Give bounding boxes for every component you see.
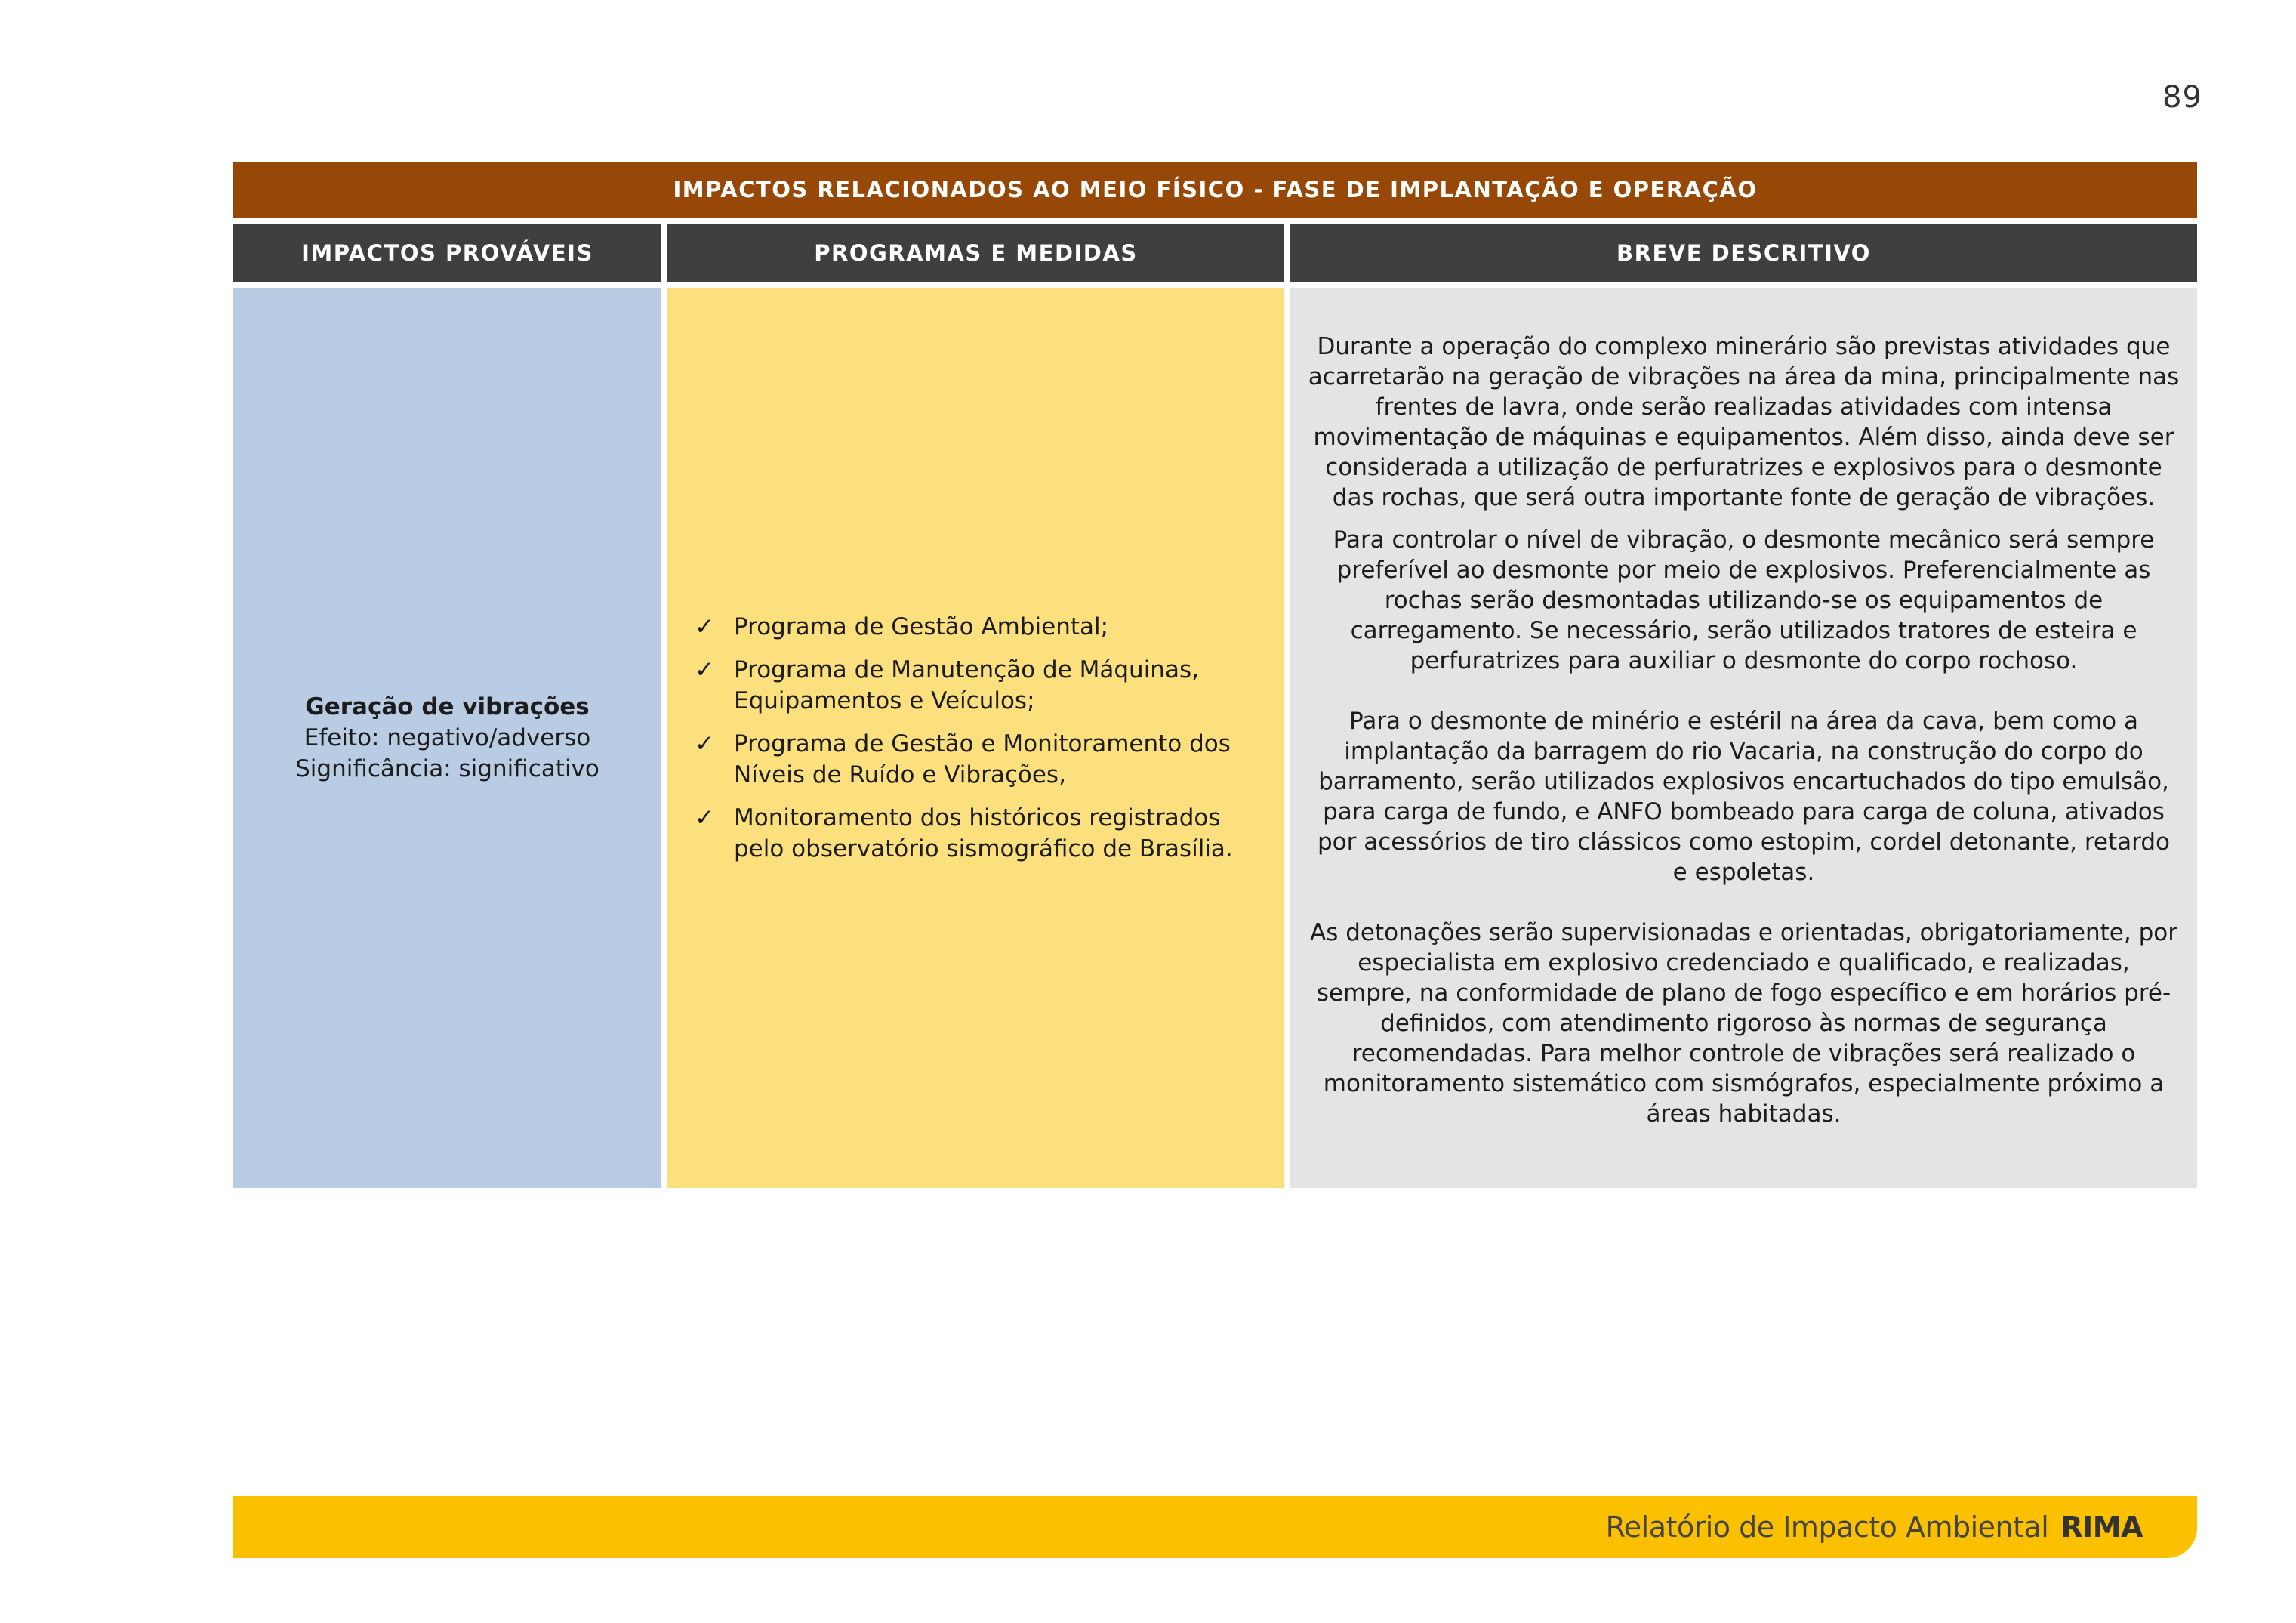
measure-item bbox=[695, 729, 1263, 791]
description-paragraph: As detonações serão supervisionadas e orientadas, obrigatoriamente, por especialista em explosivo credenciado e qualificado, e realizadas, sempre, na conformidade de plano de fogo específico e em horários pré-definidos, com atendimento rigoroso às normas de segurança recomendadas. Para melhor controle de vibrações será realizado o monitoramento sistemático com sismógrafos, especialmente próximo a áreas habitadas. bbox=[1310, 919, 2177, 1128]
measure-text: Programa de Manutenção de Máquinas, Equipamentos e Veículos; bbox=[734, 656, 1199, 714]
measure-item bbox=[695, 655, 1263, 717]
impact-cell bbox=[233, 288, 661, 1188]
measure-text: Monitoramento dos históricos registrados pelo observatório sismográfico de Brasília. bbox=[734, 804, 1233, 862]
table-title: IMPACTOS RELACIONADOS AO MEIO FÍSICO - FASE DE IMPLANTAÇÃO E OPERAÇÃO bbox=[233, 162, 2197, 218]
checkmark-icon: ✓ bbox=[695, 804, 714, 832]
impact-significance: Significância: significativo bbox=[295, 754, 599, 782]
impact-effect: Efeito: negativo/adverso bbox=[304, 724, 591, 751]
column-header-impacts: IMPACTOS PROVÁVEIS bbox=[233, 224, 661, 282]
description-paragraph: Durante a operação do complexo minerário são previstas atividades que acarretarão na geração de vibrações na área da mina, principalmente nas frentes de lavra, onde serão realizadas atividades com intensa movimentação de máquinas e equipamentos. Além disso, ainda deve ser considerada a utilização de perfuratrizes e explosivos para o desmonte das rochas, que será outra importante fonte de geração de vibrações. bbox=[1308, 333, 2180, 511]
description-paragraph: Para o desmonte de minério e estéril na área da cava, bem como a implantação da barragem do rio Vacaria, na construção do corpo do barramento, serão utilizados explosivos encartuchados do tipo emulsão, para carga de fundo, e ANFO bombeado para carga de coluna, ativados por acessórios de tiro clássicos como estopim, cordel detonante, retardo e espoletas. bbox=[1317, 708, 2171, 886]
page-number: 89 bbox=[2162, 80, 2202, 115]
column-header-programs: PROGRAMAS E MEDIDAS bbox=[667, 224, 1284, 282]
measure-item bbox=[695, 612, 1263, 643]
footer-bar bbox=[233, 1496, 2197, 1558]
measures-cell bbox=[667, 288, 1284, 1188]
description-cell bbox=[1290, 288, 2197, 1188]
measure-text: Programa de Gestão Ambiental; bbox=[734, 612, 1109, 640]
description-paragraph: Para controlar o nível de vibração, o desmonte mecânico será sempre preferível ao desmonte por meio de explosivos. Preferencialmente as rochas serão desmontadas utilizando-se os equipamentos de carregamento. Se necessário, serão utilizados tratores de esteira e perfuratrizes para auxiliar o desmonte do corpo rochoso. bbox=[1333, 526, 2155, 674]
checkmark-icon: ✓ bbox=[695, 656, 714, 683]
footer-label bbox=[1606, 1496, 2143, 1558]
column-header-description: BREVE DESCRITIVO bbox=[1290, 224, 2197, 282]
checkmark-icon: ✓ bbox=[695, 730, 714, 758]
impact-title: Geração de vibrações bbox=[305, 693, 590, 720]
measure-item bbox=[695, 803, 1263, 865]
measure-text: Programa de Gestão e Monitoramento dos Níveis de Ruído e Vibrações, bbox=[734, 730, 1231, 788]
footer-brand: RIMA bbox=[2060, 1510, 2143, 1544]
footer-report-title: Relatório de Impacto Ambiental bbox=[1605, 1510, 2049, 1544]
checkmark-icon: ✓ bbox=[695, 612, 714, 640]
